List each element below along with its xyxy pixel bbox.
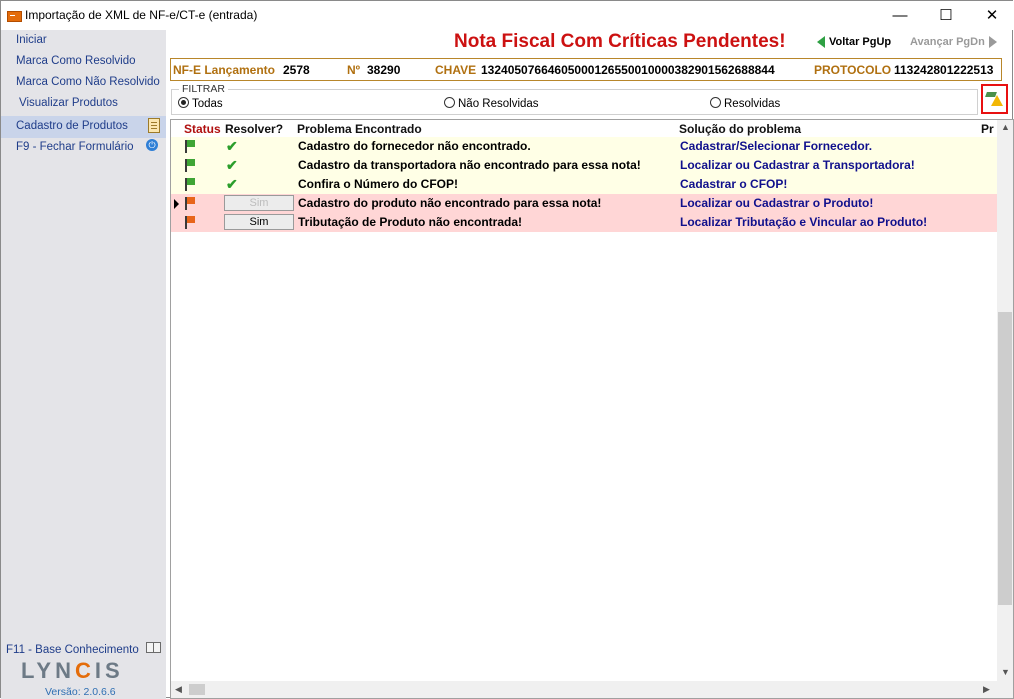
- radio-selected-icon: [178, 97, 189, 108]
- resolve-button[interactable]: Sim: [224, 195, 294, 211]
- col-extra: Pr: [981, 122, 994, 136]
- back-button[interactable]: Voltar PgUp: [817, 36, 891, 48]
- solution-link[interactable]: Localizar Tributação e Vincular ao Produto!: [680, 215, 928, 229]
- col-status: Status: [184, 122, 221, 136]
- problem-text: Cadastro do produto não encontrado para essa nota!: [298, 196, 602, 210]
- problems-grid: [170, 119, 1014, 699]
- table-row[interactable]: [171, 175, 998, 194]
- solution-link[interactable]: Cadastrar/Selecionar Fornecedor.: [680, 139, 873, 153]
- title-bar: [1, 1, 1013, 30]
- numero-value: 38290: [367, 63, 401, 77]
- sidebar-item-visualizar-produtos[interactable]: Visualizar Produtos: [19, 97, 118, 109]
- power-icon: ⏻: [146, 139, 158, 151]
- lancamento-value: 2578: [283, 63, 310, 77]
- solution-link[interactable]: Cadastrar o CFOP!: [680, 177, 788, 191]
- lancamento-label: NF-E Lançamento: [173, 63, 276, 77]
- horizontal-scroll-thumb[interactable]: [189, 684, 205, 695]
- arrow-left-icon: [817, 36, 825, 48]
- filter-resolvidas[interactable]: Resolvidas: [710, 97, 780, 110]
- book-icon: [146, 642, 161, 653]
- col-problema: Problema Encontrado: [297, 122, 422, 136]
- flag-green-icon: [185, 159, 187, 172]
- solution-link[interactable]: Localizar ou Cadastrar o Produto!: [680, 196, 874, 210]
- close-button[interactable]: ✕: [985, 7, 999, 24]
- numero-label: Nº: [347, 63, 361, 77]
- scroll-down-icon[interactable]: ▼: [1001, 667, 1010, 677]
- horizontal-scrollbar[interactable]: [171, 681, 997, 698]
- kb-link[interactable]: F11 - Base Conhecimento: [6, 644, 139, 656]
- flag-green-icon: [185, 140, 187, 153]
- scroll-up-icon[interactable]: ▲: [1001, 122, 1010, 132]
- warning-icon: [991, 95, 1003, 106]
- table-row[interactable]: [171, 137, 998, 156]
- logo: LYNCIS: [21, 658, 124, 683]
- sidebar-item-marca-resolvido[interactable]: Marca Como Resolvido: [16, 55, 136, 67]
- window-title: Importação de XML de NF-e/CT-e (entrada): [25, 8, 258, 22]
- problem-text: Confira o Número do CFOP!: [298, 177, 458, 191]
- protocolo-value: 113242801222513: [894, 63, 994, 77]
- problem-text: Tributação de Produto não encontrada!: [298, 215, 523, 229]
- scroll-right-icon[interactable]: ▶: [983, 684, 990, 694]
- filter-legend: FILTRAR: [179, 83, 228, 95]
- vertical-scrollbar[interactable]: [997, 120, 1013, 698]
- warning-button[interactable]: [981, 84, 1008, 114]
- problem-text: Cadastro do fornecedor não encontrado.: [298, 139, 531, 153]
- vertical-scroll-thumb[interactable]: [998, 312, 1012, 605]
- resolve-button[interactable]: Sim: [224, 214, 294, 230]
- next-button[interactable]: Avançar PgDn: [910, 36, 997, 48]
- minimize-button[interactable]: —: [892, 7, 908, 24]
- radio-icon: [444, 97, 455, 108]
- sidebar-item-iniciar[interactable]: Iniciar: [16, 34, 47, 46]
- chave-value: 13240507664605000126550010000382901562688844: [481, 63, 775, 77]
- flag-green-icon: [185, 178, 187, 191]
- app-icon: [7, 11, 22, 22]
- flag-orange-icon: [185, 216, 187, 229]
- page-title: Nota Fiscal Com Críticas Pendentes!: [454, 31, 786, 52]
- row-pointer-icon: [174, 199, 179, 209]
- scroll-left-icon[interactable]: ◀: [175, 684, 182, 694]
- flag-orange-icon: [185, 197, 187, 210]
- table-row[interactable]: [171, 194, 998, 213]
- invoice-info-bar: [170, 58, 1002, 81]
- protocolo-label: PROTOCOLO: [814, 63, 892, 77]
- filter-nao-resolvidas[interactable]: Não Resolvidas: [444, 97, 539, 110]
- arrow-right-icon: [989, 36, 997, 48]
- table-row[interactable]: [171, 156, 998, 175]
- filter-group: [171, 89, 978, 115]
- check-icon: ✔: [226, 176, 238, 192]
- version-label: Versão: 2.0.6.6: [45, 686, 116, 698]
- sidebar: [1, 30, 166, 699]
- solution-link[interactable]: Localizar ou Cadastrar a Transportadora!: [680, 158, 915, 172]
- filter-todas[interactable]: Todas: [178, 97, 223, 110]
- document-icon: [148, 118, 160, 133]
- col-resolver: Resolver?: [225, 122, 284, 136]
- table-row[interactable]: [171, 213, 998, 232]
- maximize-button[interactable]: ☐: [939, 7, 953, 24]
- col-solucao: Solução do problema: [679, 122, 802, 136]
- check-icon: ✔: [226, 138, 238, 154]
- problem-text: Cadastro da transportadora não encontrado para essa nota!: [298, 158, 641, 172]
- chave-label: CHAVE: [435, 63, 477, 77]
- sidebar-item-cadastro-produtos[interactable]: Cadastro de Produtos: [16, 120, 128, 132]
- check-icon: ✔: [226, 157, 238, 173]
- sidebar-item-fechar[interactable]: F9 - Fechar Formulário: [16, 141, 134, 153]
- radio-icon: [710, 97, 721, 108]
- sidebar-item-marca-nao-resolvido[interactable]: Marca Como Não Resolvido: [16, 76, 160, 88]
